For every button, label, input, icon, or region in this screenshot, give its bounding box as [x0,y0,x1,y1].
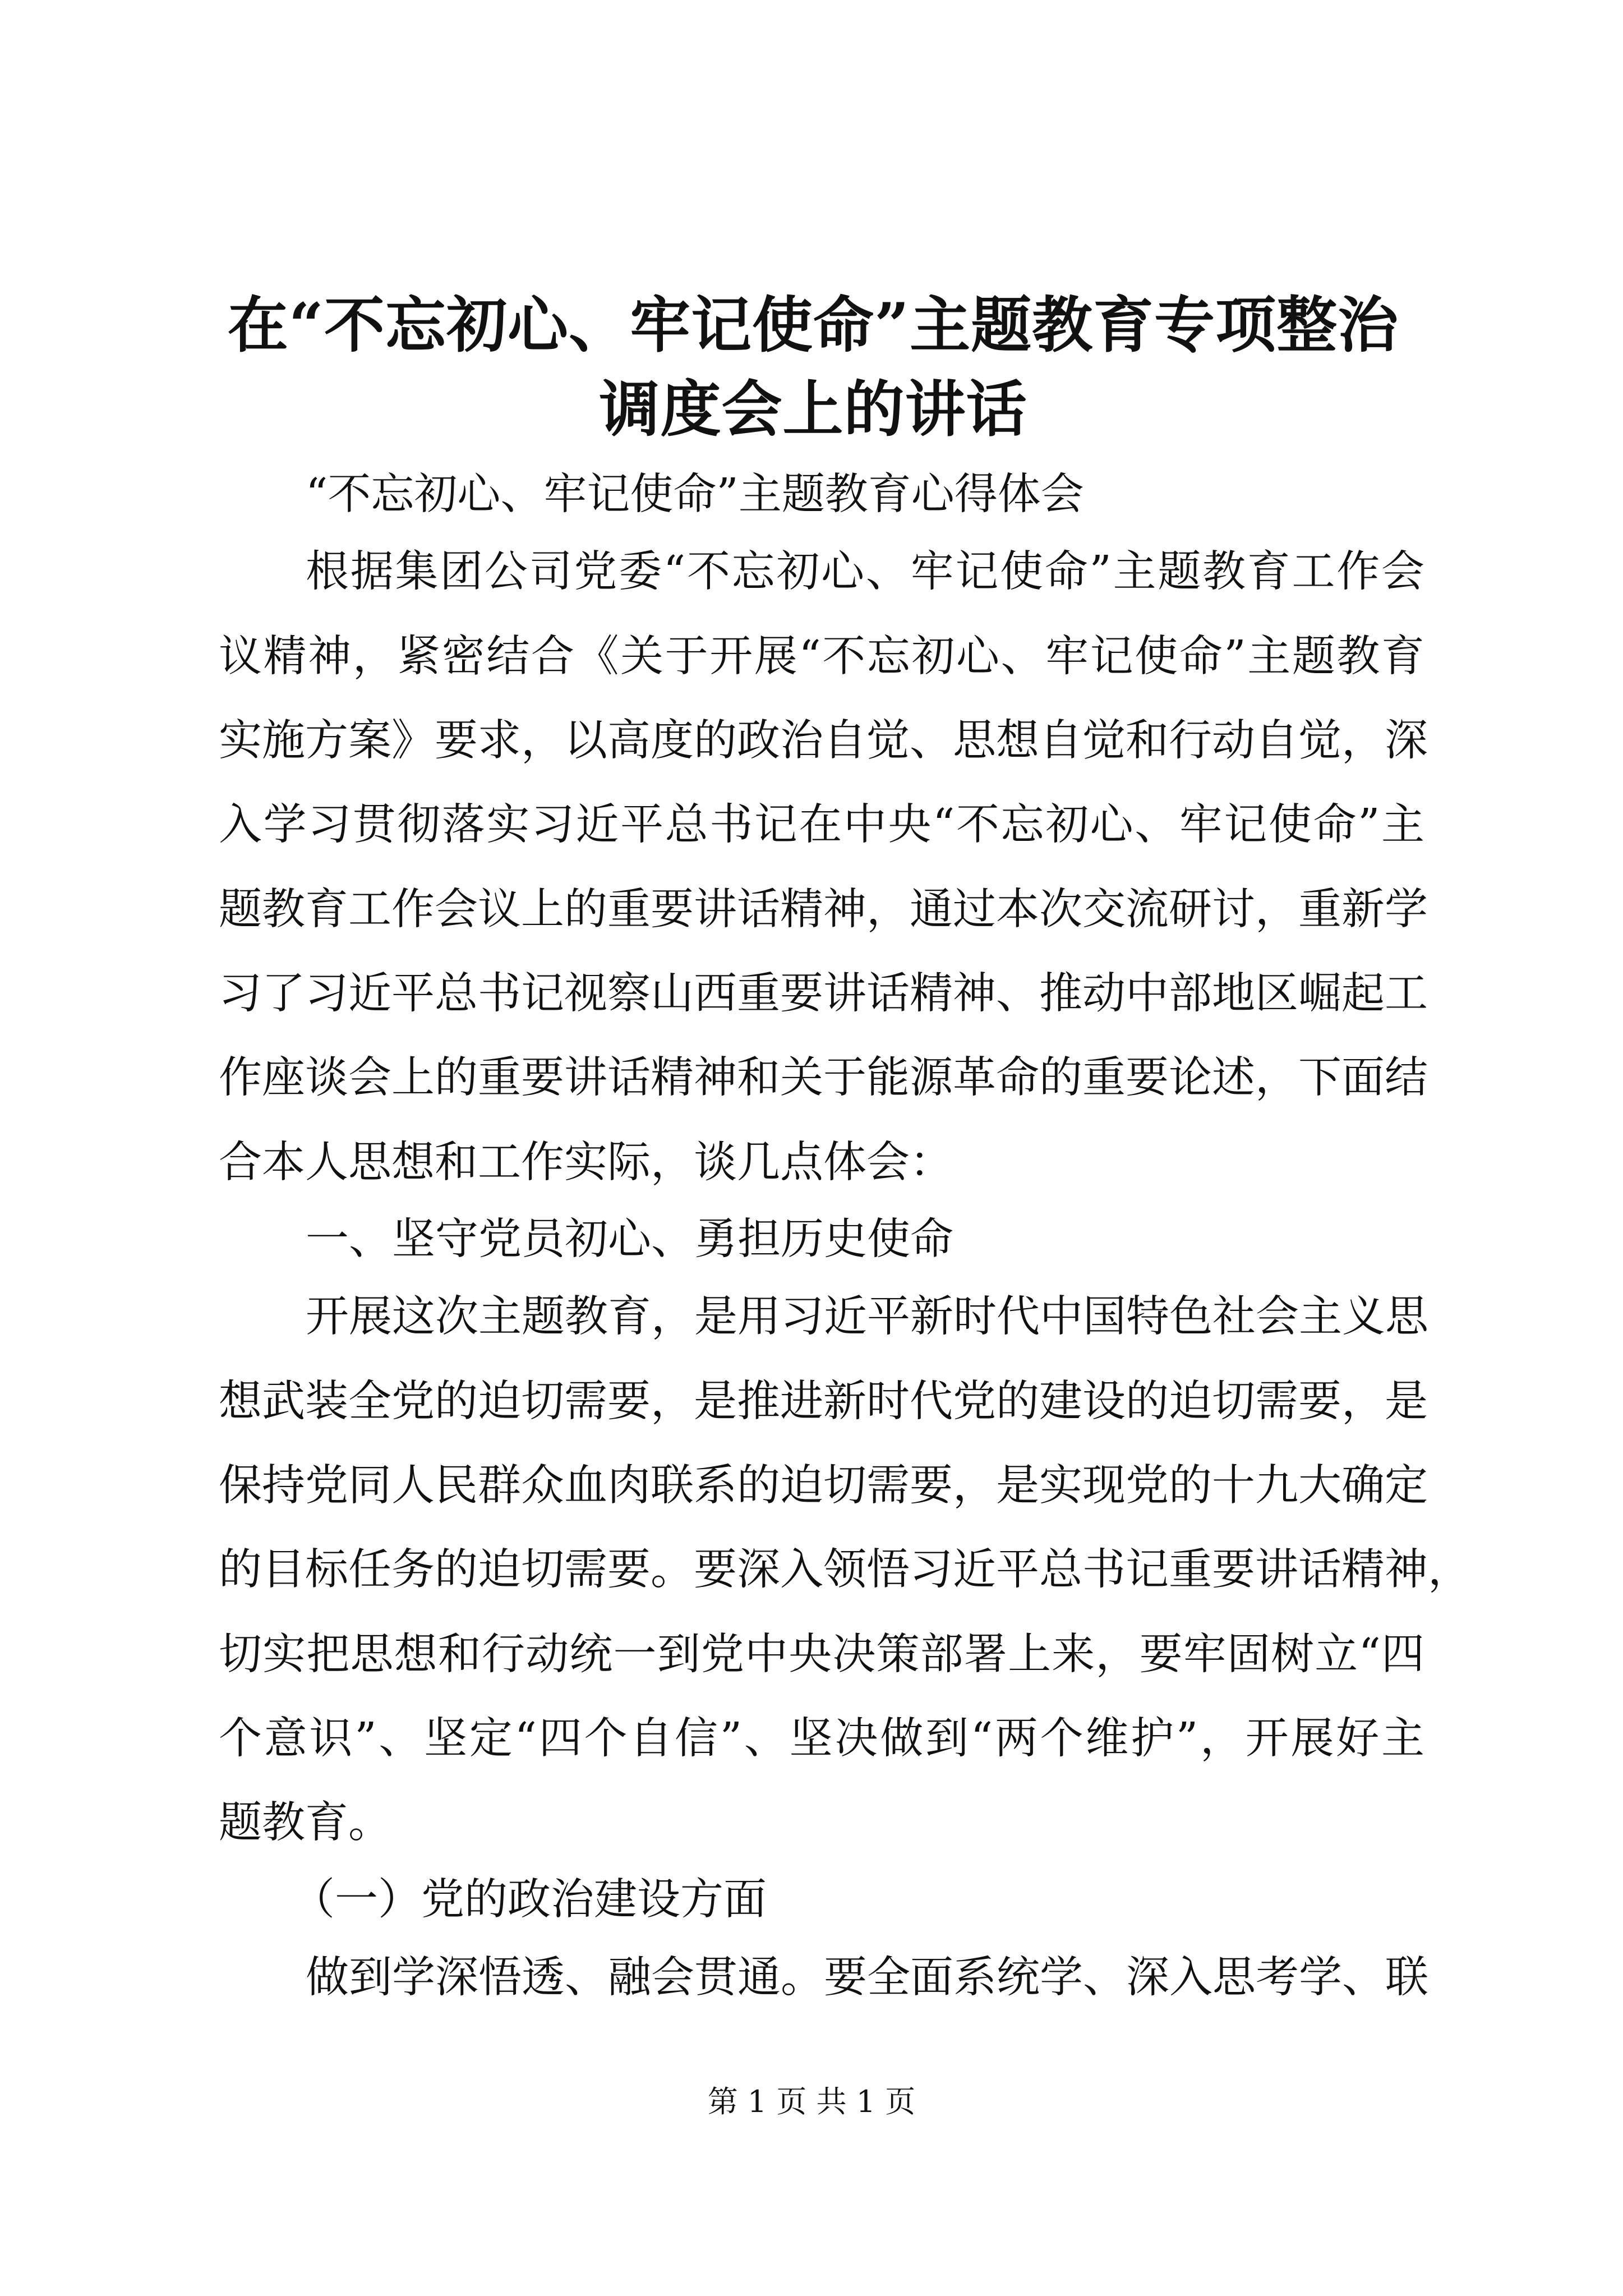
paragraph-1-line-2: 议精神，紧密结合《关于开展“不忘初心、牢记使命”主题教育 [219,632,1424,682]
paragraph-2-line-5: 切实把思想和行动统一到党中央决策部署上来，要牢固树立“四 [219,1630,1424,1680]
document-title-line-2: 调度会上的讲话 [599,374,1027,445]
paragraph-3-line-1: 做到学深悟透、融会贯通。要全面系统学、深入思考学、联 [306,1953,1428,2003]
section-heading-2: （一）党的政治建设方面 [292,1875,767,1925]
paragraph-1-line-4: 入学习贯彻落实习近平总书记在中央“不忘初心、牢记使命”主 [219,800,1424,850]
paragraph-2-line-6: 个意识”、坚定“四个自信”、坚决做到“两个维护”，开展好主 [219,1714,1424,1764]
paragraph-2-line-2: 想武装全党的迫切需要，是推进新时代党的建设的迫切需要，是 [219,1377,1428,1427]
paragraph-2-line-1: 开展这次主题教育，是用习近平新时代中国特色社会主义思 [306,1292,1428,1342]
document-title-line-1: 在“不忘初心、牢记使命”主题教育专项整治 [227,290,1399,361]
page-footer: 第 1 页 共 1 页 [707,2084,916,2119]
paragraph-2-line-7: 题教育。 [219,1798,391,1848]
paragraph-2-line-3: 保持党同人民群众血肉联系的迫切需要，是实现党的十九大确定 [219,1461,1428,1511]
paragraph-1-line-7: 作座谈会上的重要讲话精神和关于能源革命的重要论述，下面结 [219,1053,1428,1103]
paragraph-2-line-4: 的目标任务的迫切需要。要深入领悟习近平总书记重要讲话精神， [219,1545,1471,1595]
paragraph-1-line-8: 合本人思想和工作实际，谈几点体会： [219,1138,953,1188]
section-heading-1: 一、坚守党员初心、勇担历史使命 [306,1214,953,1264]
document-subtitle: “不忘初心、牢记使命”主题教育心得体会 [306,470,1084,519]
paragraph-1-line-3: 实施方案》要求，以高度的政治自觉、思想自觉和行动自觉，深 [219,716,1428,766]
paragraph-1-line-6: 习了习近平总书记视察山西重要讲话精神、推动中部地区崛起工 [219,969,1428,1019]
paragraph-1-line-1: 根据集团公司党委“不忘初心、牢记使命”主题教育工作会 [306,547,1424,597]
paragraph-1-line-5: 题教育工作会议上的重要讲话精神，通过本次交流研讨，重新学 [219,885,1428,935]
